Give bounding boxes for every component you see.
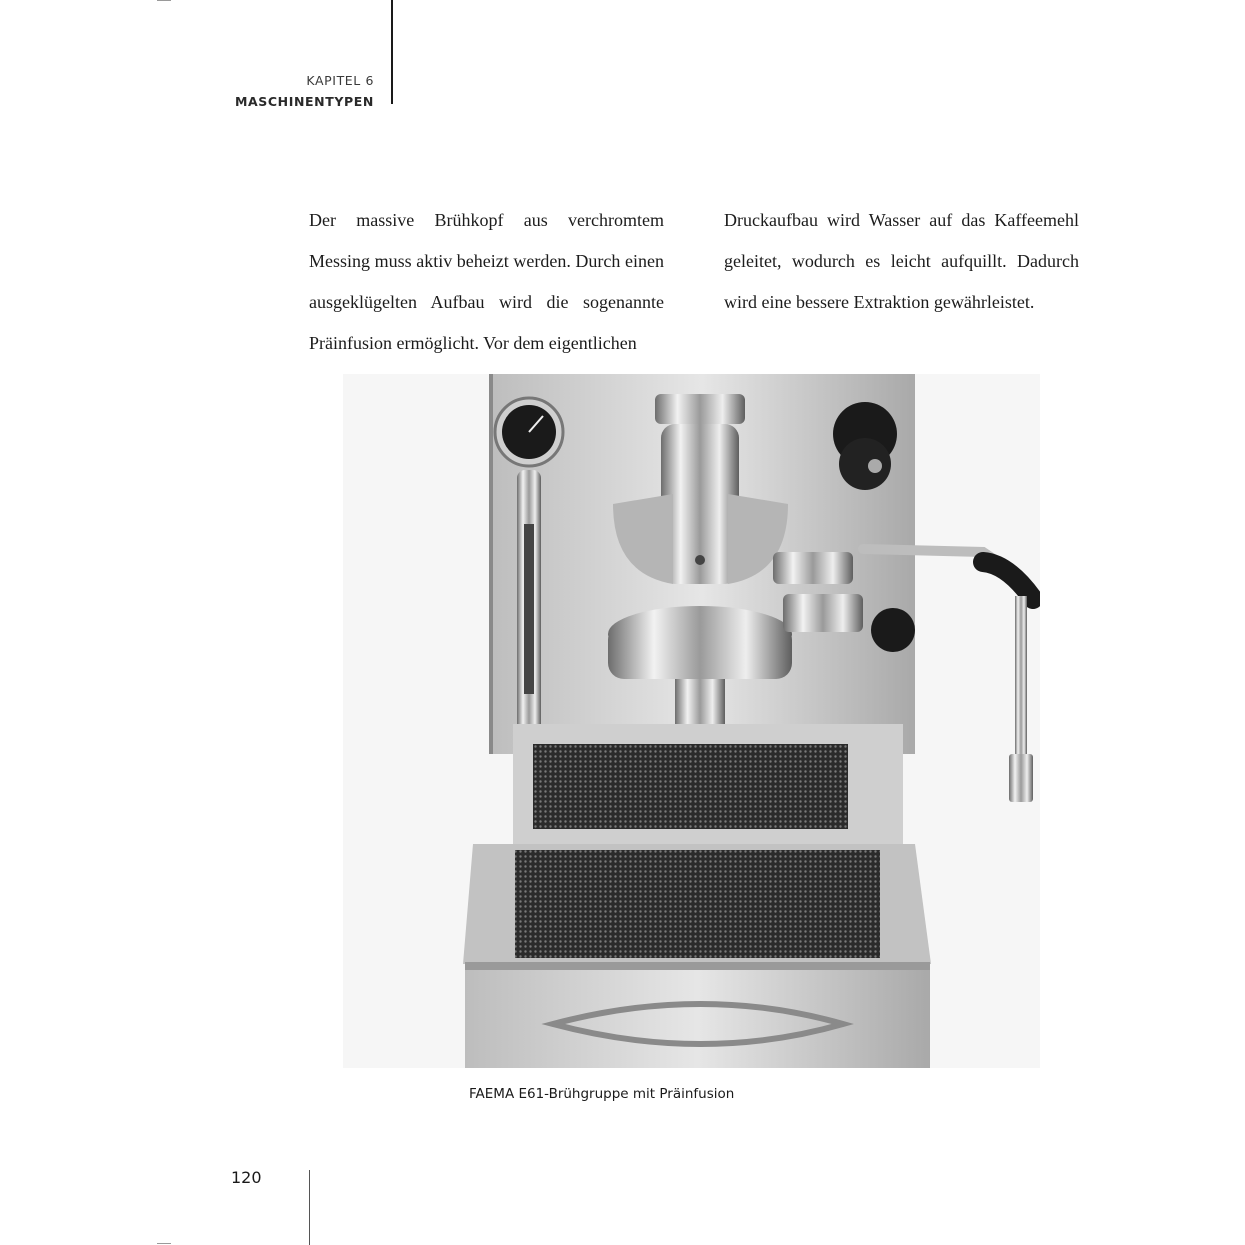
- chapter-label: KAPITEL 6: [306, 73, 374, 88]
- running-header: [235, 70, 374, 112]
- header-rule: [391, 0, 393, 104]
- crop-mark-bottom: [157, 1243, 171, 1244]
- section-title: MASCHINENTYPEN: [234, 94, 374, 109]
- page-number: 120: [231, 1168, 262, 1187]
- crop-mark-top: [157, 0, 171, 1]
- figure-caption: FAEMA E61-Brühgruppe mit Präinfusion: [469, 1086, 735, 1102]
- body-text-right-column: Druckaufbau wird Wasser auf das Kaffeemehl geleitet, wodurch es leicht aufquillt. Dadurch wird eine bessere Extraktion gewährleistet.: [724, 210, 1079, 312]
- body-text-left-column: Der massive Brühkopf aus verchromtem Messing muss aktiv beheizt werden. Durch einen ausgeklügelten Aufbau wird die sogenannte Präinfusion ermöglicht. Vor dem eigentlichen: [309, 210, 664, 353]
- footer-rule: [309, 1170, 310, 1245]
- espresso-machine-photo: [343, 374, 1040, 1068]
